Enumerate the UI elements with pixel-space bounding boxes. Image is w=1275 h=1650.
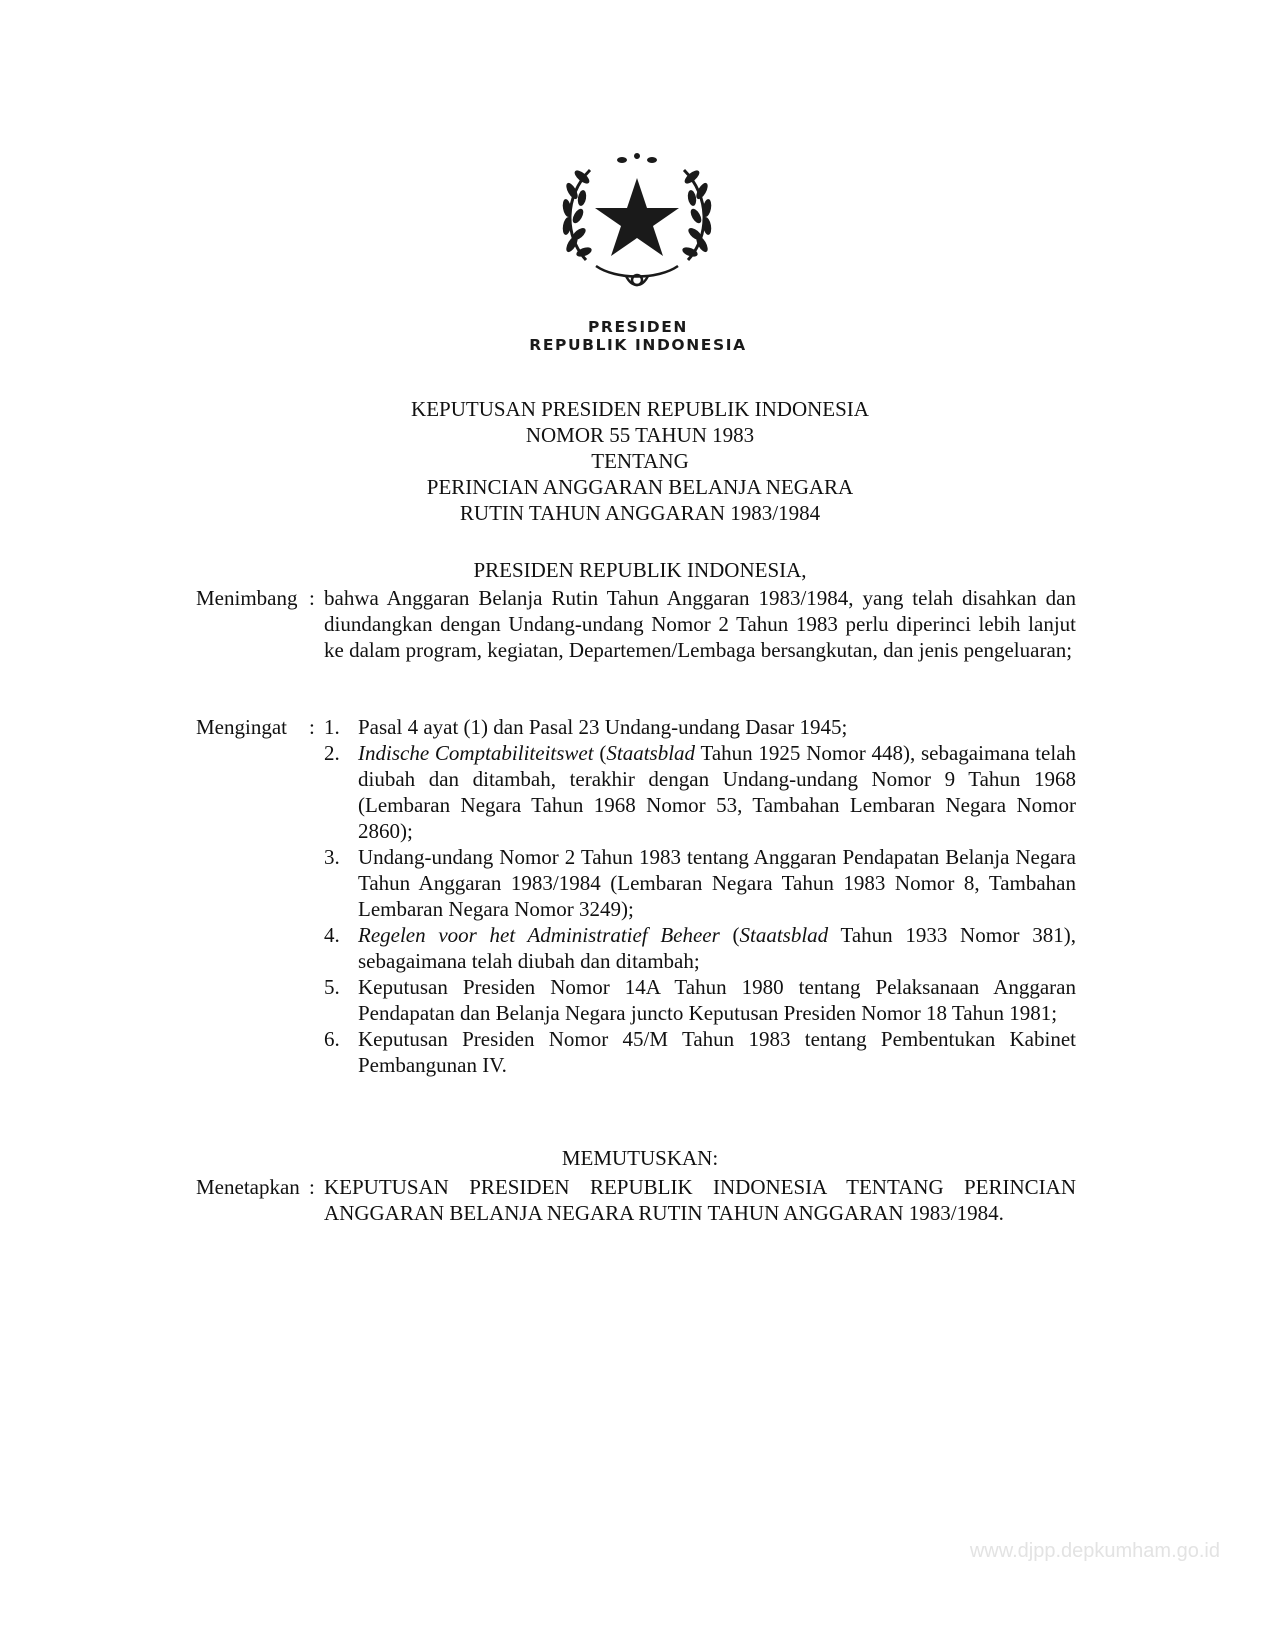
seal-line-republik: REPUBLIK INDONESIA	[529, 336, 747, 354]
menimbang-text: bahwa Anggaran Belanja Rutin Tahun Anggaran 1983/1984, yang telah disahkan dan diundangkan dengan Undang-undang Nomor 2 Tahun 1983 perlu diperinci lebih lanjut ke dalam program, kegiatan, Departemen/Lembaga bersangkutan, dan jenis pengeluaran;	[324, 586, 1076, 662]
list-number: 2.	[324, 741, 340, 765]
list-item	[324, 974, 1076, 1026]
list-item	[324, 1026, 1076, 1078]
list-number: 1.	[324, 715, 340, 739]
list-text: Keputusan Presiden Nomor 14A Tahun 1980 tentang Pelaksanaan Anggaran Pendapatan dan Belanja Negara juncto Keputusan Presiden Nomor 18 Tahun 1981;	[358, 975, 1076, 1025]
list-item	[324, 844, 1076, 922]
seal-caption	[500, 318, 776, 354]
title-line-4: PERINCIAN ANGGARAN BELANJA NEGARA	[426, 475, 854, 499]
list-item	[324, 714, 1076, 740]
list-number: 5.	[324, 975, 340, 999]
document-title	[240, 396, 1040, 526]
menetapkan-colon: :	[309, 1175, 315, 1199]
list-italic-title: Indische Comptabiliteitswet	[358, 741, 594, 765]
title-line-3: TENTANG	[591, 449, 689, 473]
preamble: PRESIDEN REPUBLIK INDONESIA,	[473, 558, 807, 582]
decision-heading: MEMUTUSKAN:	[561, 1146, 719, 1170]
title-line-1: KEPUTUSAN PRESIDEN REPUBLIK INDONESIA	[411, 397, 869, 421]
mengingat-colon: :	[309, 715, 315, 739]
list-text: Keputusan Presiden Nomor 45/M Tahun 1983 tentang Pembentukan Kabinet Pembangunan IV.	[358, 1027, 1076, 1077]
menetapkan-text: KEPUTUSAN PRESIDEN REPUBLIK INDONESIA TENTANG PERINCIAN ANGGARAN BELANJA NEGARA RUTIN TAHUN ANGGARAN 1983/1984.	[324, 1175, 1076, 1225]
title-line-5: RUTIN TAHUN ANGGARAN 1983/1984	[459, 501, 821, 525]
list-text: Undang-undang Nomor 2 Tahun 1983 tentang Anggaran Pendapatan Belanja Negara Tahun Anggaran 1983/1984 (Lembaran Negara Tahun 1983 Nomor 8, Tambahan Lembaran Negara Nomor 3249);	[358, 845, 1076, 921]
list-item	[324, 922, 1076, 974]
mengingat-label: Mengingat	[196, 715, 287, 739]
list-number: 6.	[324, 1027, 340, 1051]
list-italic-ref: Staatsblad	[606, 741, 696, 765]
mengingat-list	[324, 714, 1076, 1078]
menimbang-colon: :	[309, 586, 315, 610]
list-paren: (	[719, 923, 740, 947]
list-number: 3.	[324, 845, 340, 869]
star-wreath-emblem-icon	[556, 148, 718, 296]
seal-line-presiden: PRESIDEN	[587, 318, 689, 336]
list-paren: (	[593, 741, 607, 765]
title-line-2: NOMOR 55 TAHUN 1983	[525, 423, 755, 447]
menimbang-label: Menimbang	[196, 586, 298, 610]
list-text: Tahun 1933 Nomor 381), sebagaimana telah diubah dan ditambah;	[358, 923, 1076, 973]
list-text: Pasal 4 ayat (1) dan Pasal 23 Undang-undang Dasar 1945;	[358, 715, 848, 739]
list-number: 4.	[324, 923, 340, 947]
list-item	[324, 740, 1076, 844]
watermark-url: www.djpp.depkumham.go.id	[969, 1540, 1220, 1562]
list-text: Tahun 1925 Nomor 448), sebagaimana telah diubah dan ditambah, terakhir dengan Undang-undang Nomor 9 Tahun 1968 (Lembaran Negara Tahun 1968 Nomor 53, Tambahan Lembaran Negara Nomor 2860);	[358, 741, 1077, 843]
menetapkan-label: Menetapkan	[196, 1175, 300, 1199]
list-italic-ref: Staatsblad	[739, 923, 829, 947]
list-italic-title: Regelen voor het Administratief Beheer	[358, 923, 720, 947]
